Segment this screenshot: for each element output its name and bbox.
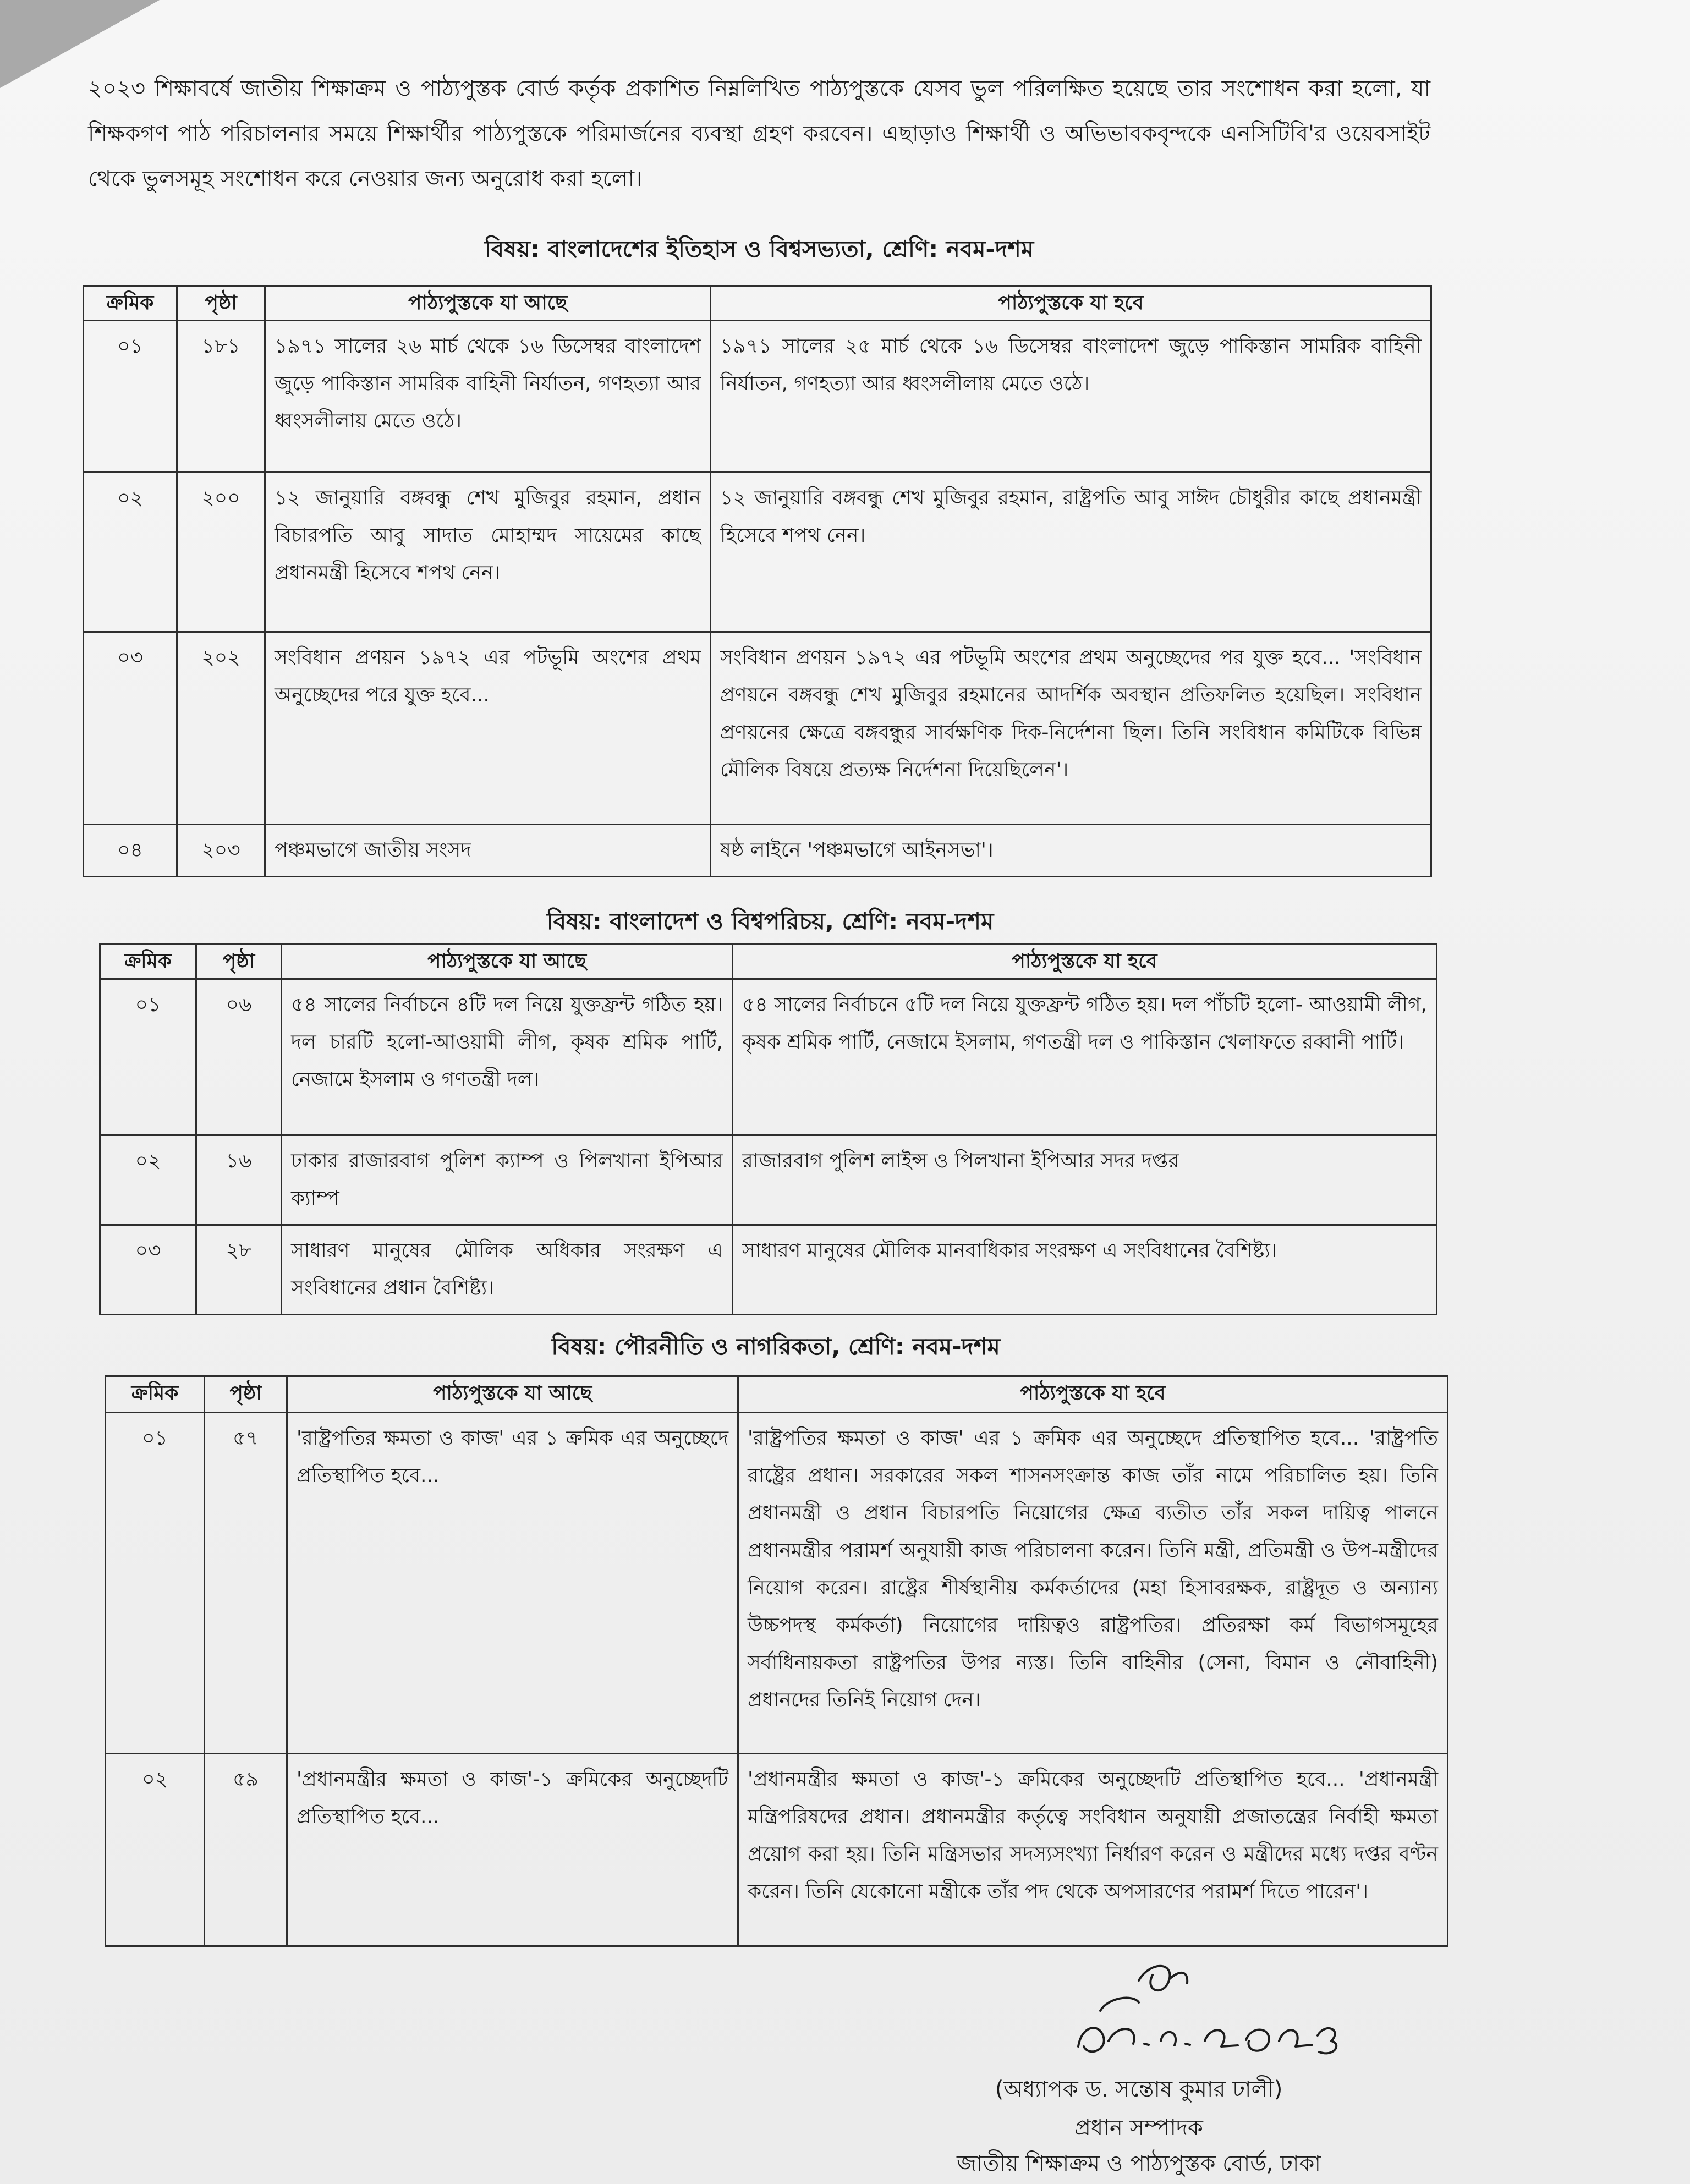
corrected-text-cell: রাজারবাগ পুলিশ লাইন্স ও পিলখানা ইপিআর সদর দপ্তর <box>733 1135 1437 1225</box>
table-row <box>100 1225 1437 1315</box>
existing-text-cell: সাধারণ মানুষের মৌলিক অধিকার সংরক্ষণ এ সংবিধানের প্রধান বৈশিষ্ট্য। <box>282 1225 733 1315</box>
table-header-row <box>106 1376 1448 1413</box>
table-row <box>84 825 1431 877</box>
page-cell: ৫৭ <box>205 1413 287 1754</box>
serial-cell: ০৩ <box>84 632 177 825</box>
page-cell: ২০২ <box>177 632 265 825</box>
header-num: ক্রমিক <box>100 945 196 979</box>
section-title: বিষয়: পৌরনীতি ও নাগরিকতা, শ্রেণি: নবম-দশম <box>551 1333 1000 1360</box>
serial-cell: ০১ <box>100 979 196 1135</box>
section-title: বিষয়: বাংলাদেশ ও বিশ্বপরিচয়, শ্রেণি: নবম-দশম <box>546 908 994 935</box>
page-cell: ২৮ <box>196 1225 282 1315</box>
intro-paragraph: ২০২৩ শিক্ষাবর্ষে জাতীয় শিক্ষাক্রম ও পাঠ্যপুস্তক বোর্ড কর্তৃক প্রকাশিত নিম্নলিখিত পাঠ্যপুস্তকে যেসব ভুল পরিলক্ষিত হয়েছে তার সংশোধন করা হলো, যা শিক্ষকগণ পাঠ পরিচালনার সময়ে শিক্ষার্থীর পাঠ্যপুস্তকে পরিমার্জনের ব্যবস্থা গ্রহণ করবেন। এছাড়াও শিক্ষার্থী ও অভিভাবকবৃন্দকে এনসিটিবি'র ওয়েবসাইট থেকে ভুলসমূহ সংশোধন করে নেওয়ার জন্য অনুরোধ করা হলো। <box>88 76 1430 191</box>
serial-cell: ০২ <box>84 473 177 632</box>
signatory-name: (অধ্যাপক ড. সন্তোষ কুমার ঢালী) <box>995 2077 1283 2102</box>
corrected-text-cell: সংবিধান প্রণয়ন ১৯৭২ এর পটভূমি অংশের প্রথম অনুচ্ছেদের পর যুক্ত হবে... 'সংবিধান প্রণয়নে বঙ্গবন্ধু শেখ মুজিবুর রহমানের আদর্শিক অবস্থান প্রতিফলিত হয়েছিল। সংবিধান প্রণয়নের ক্ষেত্রে বঙ্গবন্ধুর সার্বক্ষণিক দিক-নির্দেশনা ছিল। তিনি সংবিধান কমিটিকে বিভিন্ন মৌলিক বিষয়ে প্রত্যক্ষ নির্দেশনা দিয়েছিলেন'। <box>711 632 1431 825</box>
table-header-row <box>100 945 1437 979</box>
serial-cell: ০১ <box>84 321 177 473</box>
page-cell: ২০৩ <box>177 825 265 877</box>
table-header-row <box>84 286 1431 321</box>
page-cell: ২০০ <box>177 473 265 632</box>
organization-name: জাতীয় শিক্ষাক্রম ও পাঠ্যপুস্তক বোর্ড, ঢাকা <box>957 2151 1321 2176</box>
existing-text-cell: ১৯৭১ সালের ২৬ মার্চ থেকে ১৬ ডিসেম্বর বাংলাদেশ জুড়ে পাকিস্তান সামরিক বাহিনী নির্যাতন, গণহত্যা আর ধ্বংসলীলায় মেতে ওঠে। <box>265 321 711 473</box>
corrected-text-cell: ৫৪ সালের নির্বাচনে ৫টি দল নিয়ে যুক্তফ্রন্ট গঠিত হয়। দল পাঁচটি হলো- আওয়ামী লীগ, কৃষক শ্রমিক পার্টি, নেজামে ইসলাম, গণতন্ত্রী দল ও পাকিস্তান খেলাফতে রব্বানী পার্টি। <box>733 979 1437 1135</box>
table-row <box>84 321 1431 473</box>
existing-text-cell: ১২ জানুয়ারি বঙ্গবন্ধু শেখ মুজিবুর রহমান, প্রধান বিচারপতি আবু সাদাত মোহাম্মদ সায়েমের কাছে প্রধানমন্ত্রী হিসেবে শপথ নেন। <box>265 473 711 632</box>
handwritten-signature <box>1056 1958 1342 2068</box>
header-page: পৃষ্ঠা <box>177 286 265 321</box>
serial-cell: ০৪ <box>84 825 177 877</box>
existing-text-cell: ঢাকার রাজারবাগ পুলিশ ক্যাম্প ও পিলখানা ইপিআর ক্যাম্প <box>282 1135 733 1225</box>
errata-table <box>83 285 1432 877</box>
corrected-text-cell: সাধারণ মানুষের মৌলিক মানবাধিকার সংরক্ষণ এ সংবিধানের বৈশিষ্ট্য। <box>733 1225 1437 1315</box>
page-cell: ৫৯ <box>205 1754 287 1946</box>
header-num: ক্রমিক <box>106 1376 205 1413</box>
table-row <box>100 979 1437 1135</box>
header-new: পাঠ্যপুস্তকে যা হবে <box>733 945 1437 979</box>
corrected-text-cell: ১২ জানুয়ারি বঙ্গবন্ধু শেখ মুজিবুর রহমান, রাষ্ট্রপতি আবু সাঈদ চৌধুরীর কাছে প্রধানমন্ত্রী হিসেবে শপথ নেন। <box>711 473 1431 632</box>
serial-cell: ০২ <box>100 1135 196 1225</box>
header-new: পাঠ্যপুস্তকে যা হবে <box>711 286 1431 321</box>
header-old: পাঠ্যপুস্তকে যা আছে <box>265 286 711 321</box>
page-cell: ০৬ <box>196 979 282 1135</box>
corrected-text-cell: 'রাষ্ট্রপতির ক্ষমতা ও কাজ' এর ১ ক্রমিক এর অনুচ্ছেদে প্রতিস্থাপিত হবে... 'রাষ্ট্রপতি রাষ্ট্রের প্রধান। সরকারের সকল শাসনসংক্রান্ত কাজ তাঁর নামে পরিচালিত হয়। তিনি প্রধানমন্ত্রী ও প্রধান বিচারপতি নিয়োগের ক্ষেত্র ব্যতীত তাঁর সকল দায়িত্ব পালনে প্রধানমন্ত্রীর পরামর্শ অনুযায়ী কাজ পরিচালনা করেন। তিনি মন্ত্রী, প্রতিমন্ত্রী ও উপ-মন্ত্রীদের নিয়োগ করেন। রাষ্ট্রের শীর্ষস্থানীয় কর্মকর্তাদের (মহা হিসাবরক্ষক, রাষ্ট্রদূত ও অন্যান্য উচ্চপদস্থ কর্মকর্তা) নিয়োগের দায়িত্বও রাষ্ট্রপতির। প্রতিরক্ষা কর্ম বিভাগসমূহের সর্বাধিনায়কতা রাষ্ট্রপতির উপর ন্যস্ত। তিনি বাহিনীর (সেনা, বিমান ও নৌবাহিনী) প্রধানদের তিনিই নিয়োগ দেন। <box>738 1413 1448 1754</box>
section-title: বিষয়: বাংলাদেশের ইতিহাস ও বিশ্বসভ্যতা, শ্রেণি: নবম-দশম <box>484 235 1034 262</box>
signatory-designation: প্রধান সম্পাদক <box>1074 2115 1203 2141</box>
table-row <box>84 632 1431 825</box>
existing-text-cell: 'রাষ্ট্রপতির ক্ষমতা ও কাজ' এর ১ ক্রমিক এর অনুচ্ছেদে প্রতিস্থাপিত হবে... <box>287 1413 738 1754</box>
existing-text-cell: সংবিধান প্রণয়ন ১৯৭২ এর পটভূমি অংশের প্রথম অনুচ্ছেদের পরে যুক্ত হবে... <box>265 632 711 825</box>
header-old: পাঠ্যপুস্তকে যা আছে <box>282 945 733 979</box>
existing-text-cell: ৫৪ সালের নির্বাচনে ৪টি দল নিয়ে যুক্তফ্রন্ট গঠিত হয়। দল চারটি হলো-আওয়ামী লীগ, কৃষক শ্রমিক পার্টি, নেজামে ইসলাম ও গণতন্ত্রী দল। <box>282 979 733 1135</box>
header-num: ক্রমিক <box>84 286 177 321</box>
errata-table <box>105 1375 1448 1947</box>
header-page: পৃষ্ঠা <box>196 945 282 979</box>
page-cell: ১৬ <box>196 1135 282 1225</box>
header-page: পৃষ্ঠা <box>205 1376 287 1413</box>
existing-text-cell: 'প্রধানমন্ত্রীর ক্ষমতা ও কাজ'-১ ক্রমিকের অনুচ্ছেদটি প্রতিস্থাপিত হবে... <box>287 1754 738 1946</box>
existing-text-cell: পঞ্চমভাগে জাতীয় সংসদ <box>265 825 711 877</box>
errata-table <box>99 943 1437 1315</box>
header-new: পাঠ্যপুস্তকে যা হবে <box>738 1376 1448 1413</box>
table-row <box>100 1135 1437 1225</box>
corrected-text-cell: 'প্রধানমন্ত্রীর ক্ষমতা ও কাজ'-১ ক্রমিকের অনুচ্ছেদটি প্রতিস্থাপিত হবে... 'প্রধানমন্ত্রী মন্ত্রিপরিষদের প্রধান। প্রধানমন্ত্রীর কর্তৃত্বে সংবিধান অনুযায়ী প্রজাতন্ত্রের নির্বাহী ক্ষমতা প্রয়োগ করা হয়। তিনি মন্ত্রিসভার সদস্যসংখ্যা নির্ধারণ করেন ও মন্ত্রীদের মধ্যে দপ্তর বণ্টন করেন। তিনি যেকোনো মন্ত্রীকে তাঁর পদ থেকে অপসারণের পরামর্শ দিতে পারেন'। <box>738 1754 1448 1946</box>
page-cell: ১৮১ <box>177 321 265 473</box>
table-row <box>84 473 1431 632</box>
header-old: পাঠ্যপুস্তকে যা আছে <box>287 1376 738 1413</box>
serial-cell: ০৩ <box>100 1225 196 1315</box>
corrected-text-cell: ১৯৭১ সালের ২৫ মার্চ থেকে ১৬ ডিসেম্বর বাংলাদেশ জুড়ে পাকিস্তান সামরিক বাহিনী নির্যাতন, গণহত্যা আর ধ্বংসলীলায় মেতে ওঠে। <box>711 321 1431 473</box>
serial-cell: ০২ <box>106 1754 205 1946</box>
table-row <box>106 1754 1448 1946</box>
table-row <box>106 1413 1448 1754</box>
serial-cell: ০১ <box>106 1413 205 1754</box>
corrected-text-cell: ষষ্ঠ লাইনে 'পঞ্চমভাগে আইনসভা'। <box>711 825 1431 877</box>
